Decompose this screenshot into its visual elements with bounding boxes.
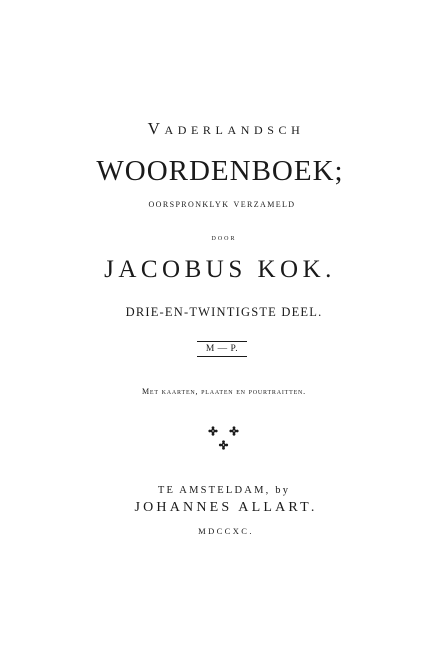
publication-year: MDCCXC. (198, 526, 254, 536)
subtitle: oorspronklyk verzameld (148, 198, 296, 210)
by-line: door (211, 232, 237, 242)
illustrations-note: Met kaarten, plaaten en pourtraitten. (142, 387, 306, 396)
volume-label: DRIE-EN-TWINTIGSTE DEEL. (125, 305, 323, 319)
title-line-1: Vaderlandsch (147, 119, 305, 138)
title-line-2: WOORDENBOEK; (96, 155, 344, 187)
fleuron-ornament-icon (202, 425, 246, 453)
letter-range: M — P. (197, 341, 247, 357)
imprint-place: TE AMSTELDAM, by (157, 485, 291, 496)
author-name: JACOBUS KOK. (104, 256, 336, 283)
publisher-name: JOHANNES ALLART. (134, 500, 318, 515)
